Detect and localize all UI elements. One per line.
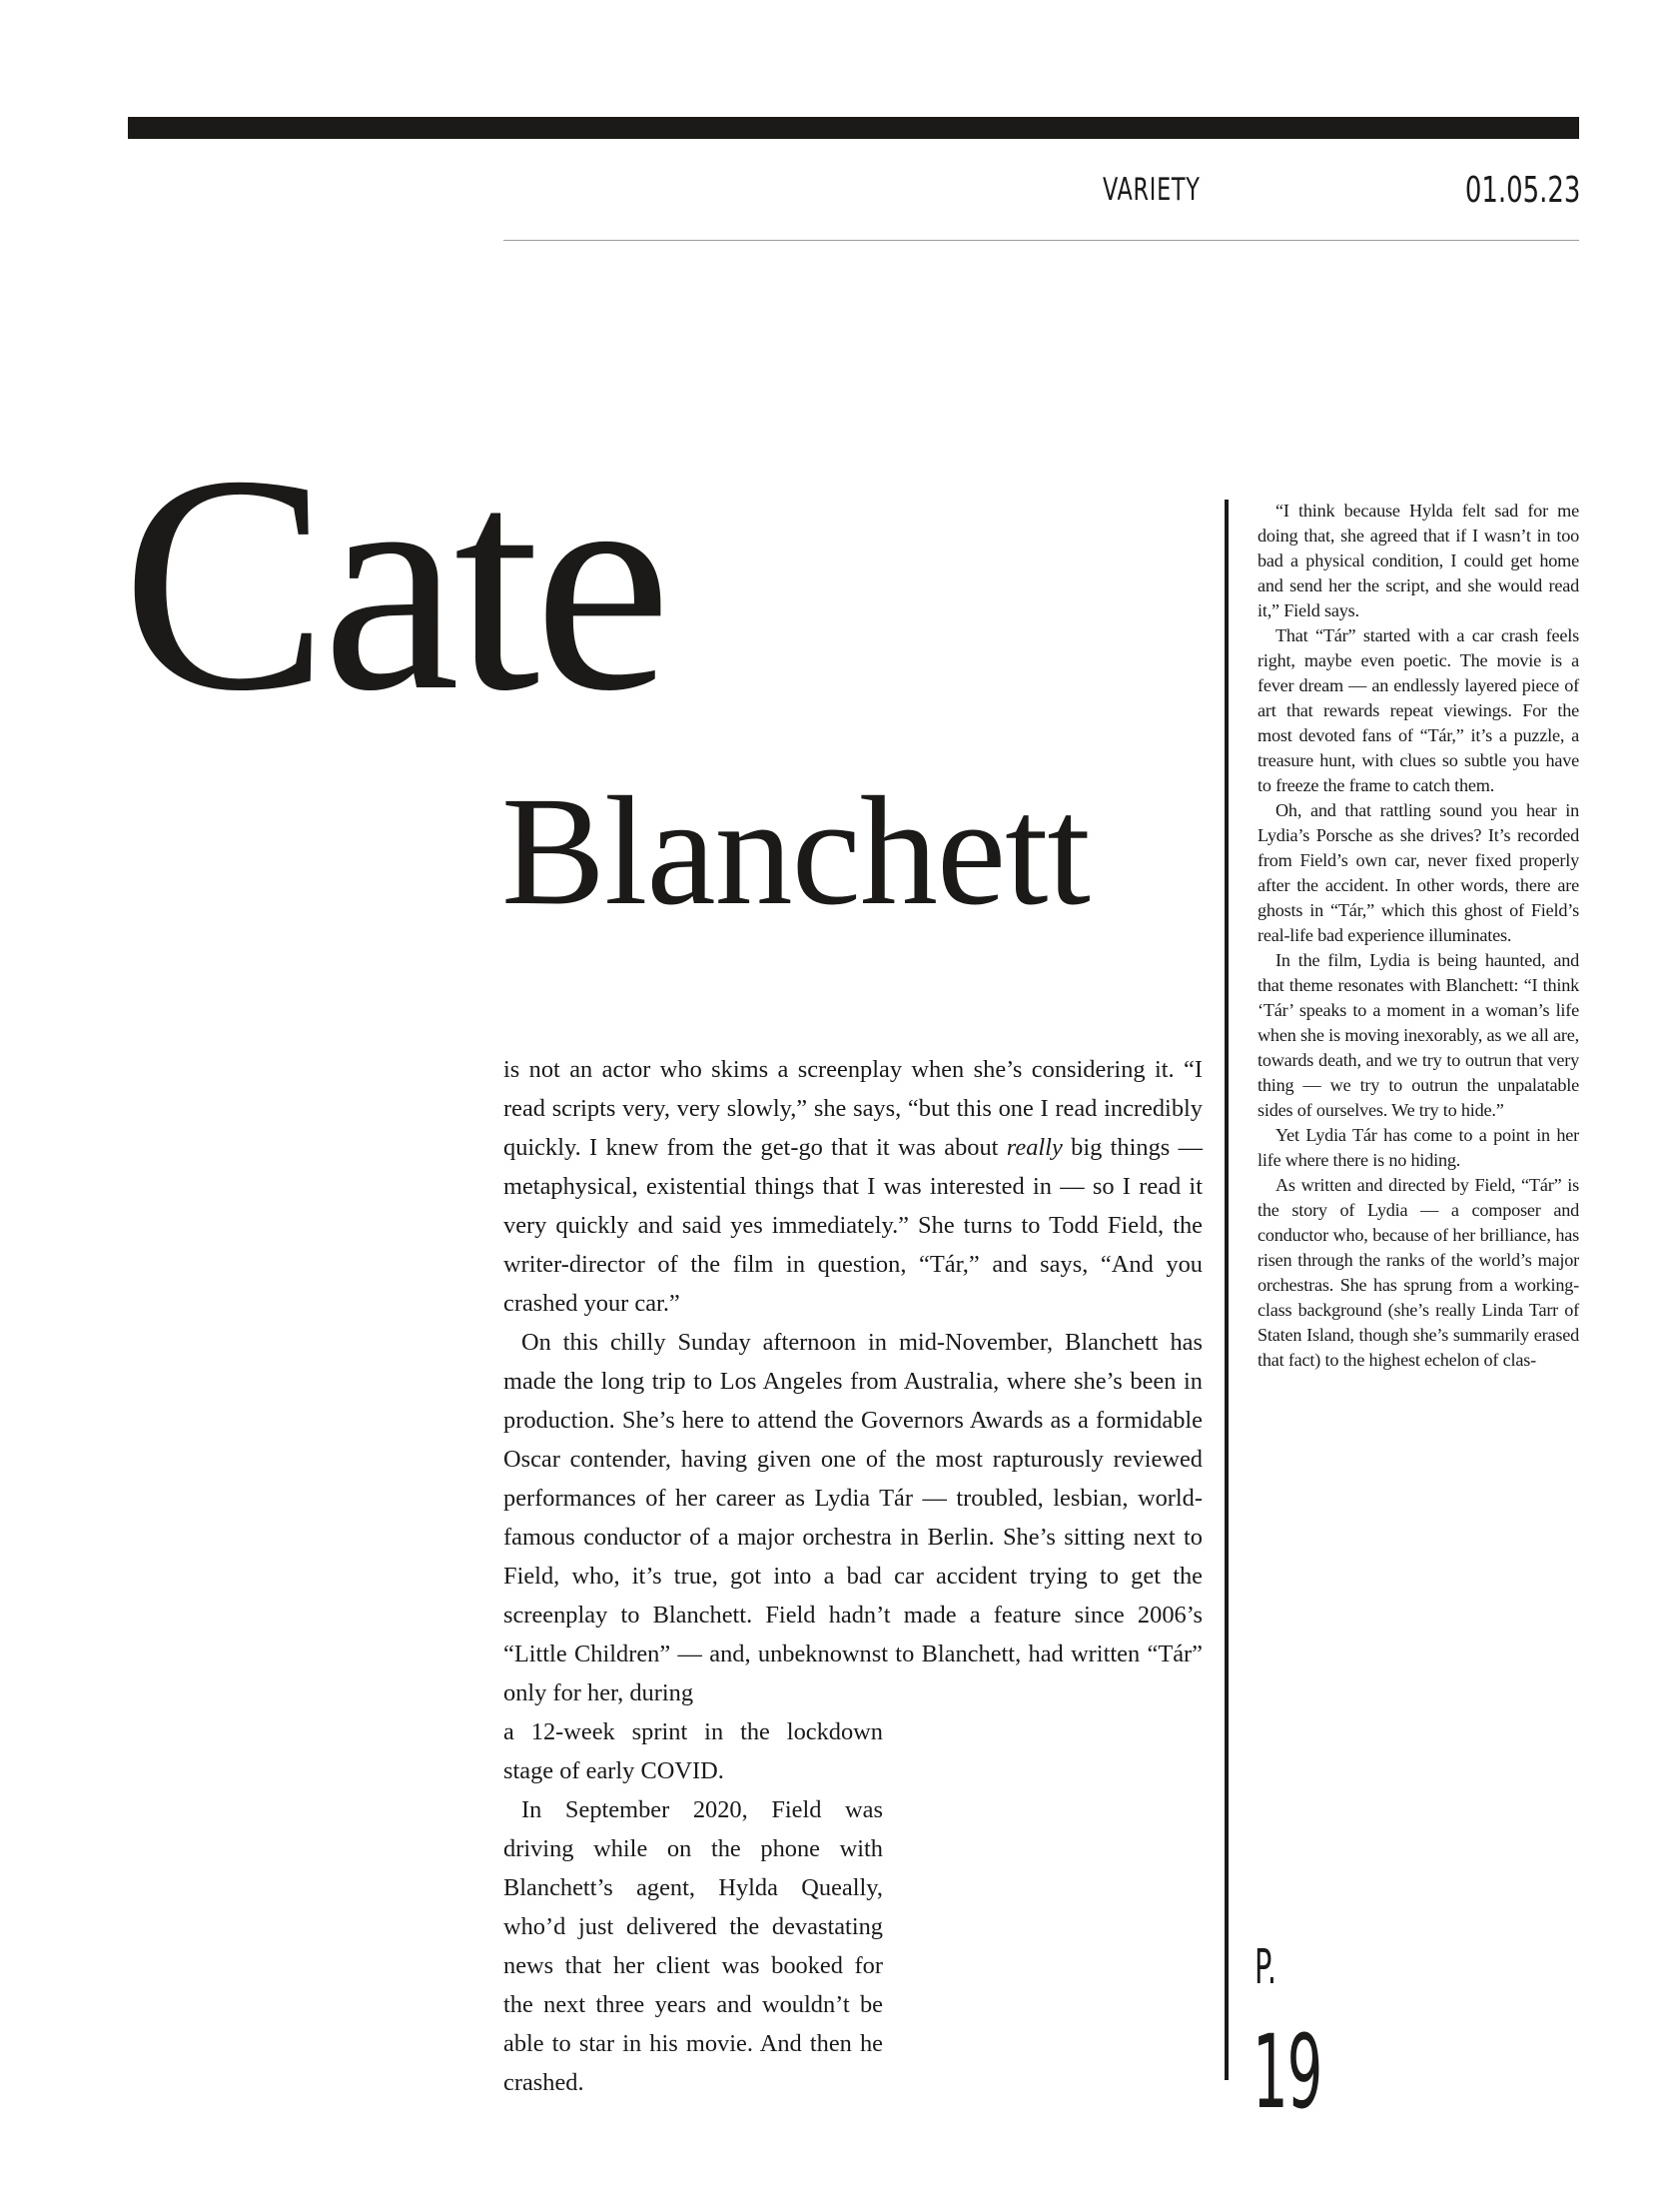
paragraph xyxy=(503,1050,1203,1323)
headline-first-name: Cate xyxy=(122,413,666,755)
text-run: is not an actor who skims a screenplay when she’s considering it. “I read scripts very, very slowly,” she says, “but this one I read incredibly quickly. I knew from the get-go that it was about xyxy=(503,1056,1203,1161)
paragraph: That “Tár” started with a car crash feels right, maybe even poetic. The movie is a fever dream — an endlessly layered piece of art that rewards repeat viewings. For the most devoted fans of “Tár,” it’s a puzzle, a treasure hunt, with clues so subtle you have to freeze the frame to catch them. xyxy=(1258,625,1579,795)
paragraph: In September 2020, Field was driving while on the phone with Blanchett’s agent, Hylda Queally, who’d just delivered the devastating news that her client was booked for the next three years and wouldn’t be able to star in his movie. And then he crashed. xyxy=(503,1796,883,2096)
main-column xyxy=(503,1050,1203,2102)
text-run: big things — metaphysical, existential things that I was interested in — so I read it very quickly and said yes immediately.” She turns to Todd Field, the writer-director of the film in question, “Tár,” and says, “And you crashed your car.” xyxy=(503,1134,1204,1317)
emphasis: really xyxy=(1006,1134,1063,1161)
top-rule xyxy=(128,117,1579,139)
paragraph: a 12-week sprint in the lockdown stage of early COVID. xyxy=(503,1718,883,1784)
issue-date: 01.05.23 xyxy=(1464,170,1580,211)
paragraph: Oh, and that rattling sound you hear in Lydia’s Porsche as she drives? It’s recorded from Field’s own car, never fixed properly after the accident. In other words, there are ghosts in “Tár,” which this ghost of Field’s real-life bad experience illuminates. xyxy=(1258,800,1579,945)
paragraph: Yet Lydia Tár has come to a point in her life where there is no hiding. xyxy=(1258,1125,1579,1170)
paragraph: As written and directed by Field, “Tár” is the story of Lydia — a composer and conductor who, because of her brilliance, has risen through the ranks of the world’s major orchestras. She has sprung from a working-class background (she’s really Linda Tarr of Staten Island, though she’s summarily erased that fact) to the highest echelon of clas- xyxy=(1258,1175,1579,1370)
header-divider xyxy=(503,240,1579,241)
page-number: 19 xyxy=(1253,2013,1322,2132)
headline-last-name: Blanchett xyxy=(501,764,1090,937)
column-rule xyxy=(1225,500,1229,2080)
page-label: P. xyxy=(1255,1939,1277,1995)
paragraph: “I think because Hylda felt sad for me doing that, she agreed that if I wasn’t in too bad a physical condition, I could get home and send her the script, and she would read it,” Field says. xyxy=(1258,501,1579,620)
paragraph: On this chilly Sunday afternoon in mid-November, Blanchett has made the long trip to Los Angeles from Australia, where she’s been in production. She’s here to attend the Governors Awards as a formidable Oscar contender, having given one of the most rapturously reviewed performances of her career as Lydia Tár — troubled, lesbian, world-famous conductor of a major orchestra in Berlin. She’s sitting next to Field, who, it’s true, got into a bad car accident trying to get the screenplay to Blanchett. Field hadn’t made a feature since 2006’s “Little Children” — and, unbeknownst to Blanchett, had written “Tár” only for her, during xyxy=(503,1329,1203,1706)
paragraph: In the film, Lydia is being haunted, and that theme resonates with Blanchett: “I think ‘Tár’ speaks to a moment in a woman’s life when she is moving inexorably, as we all are, towards death, and we try to outrun that very thing — we try to outrun the unpalatable sides of ourselves. We try to hide.” xyxy=(1258,950,1579,1120)
publication-name: VARIETY xyxy=(1103,172,1201,208)
side-column xyxy=(1258,499,1579,1373)
